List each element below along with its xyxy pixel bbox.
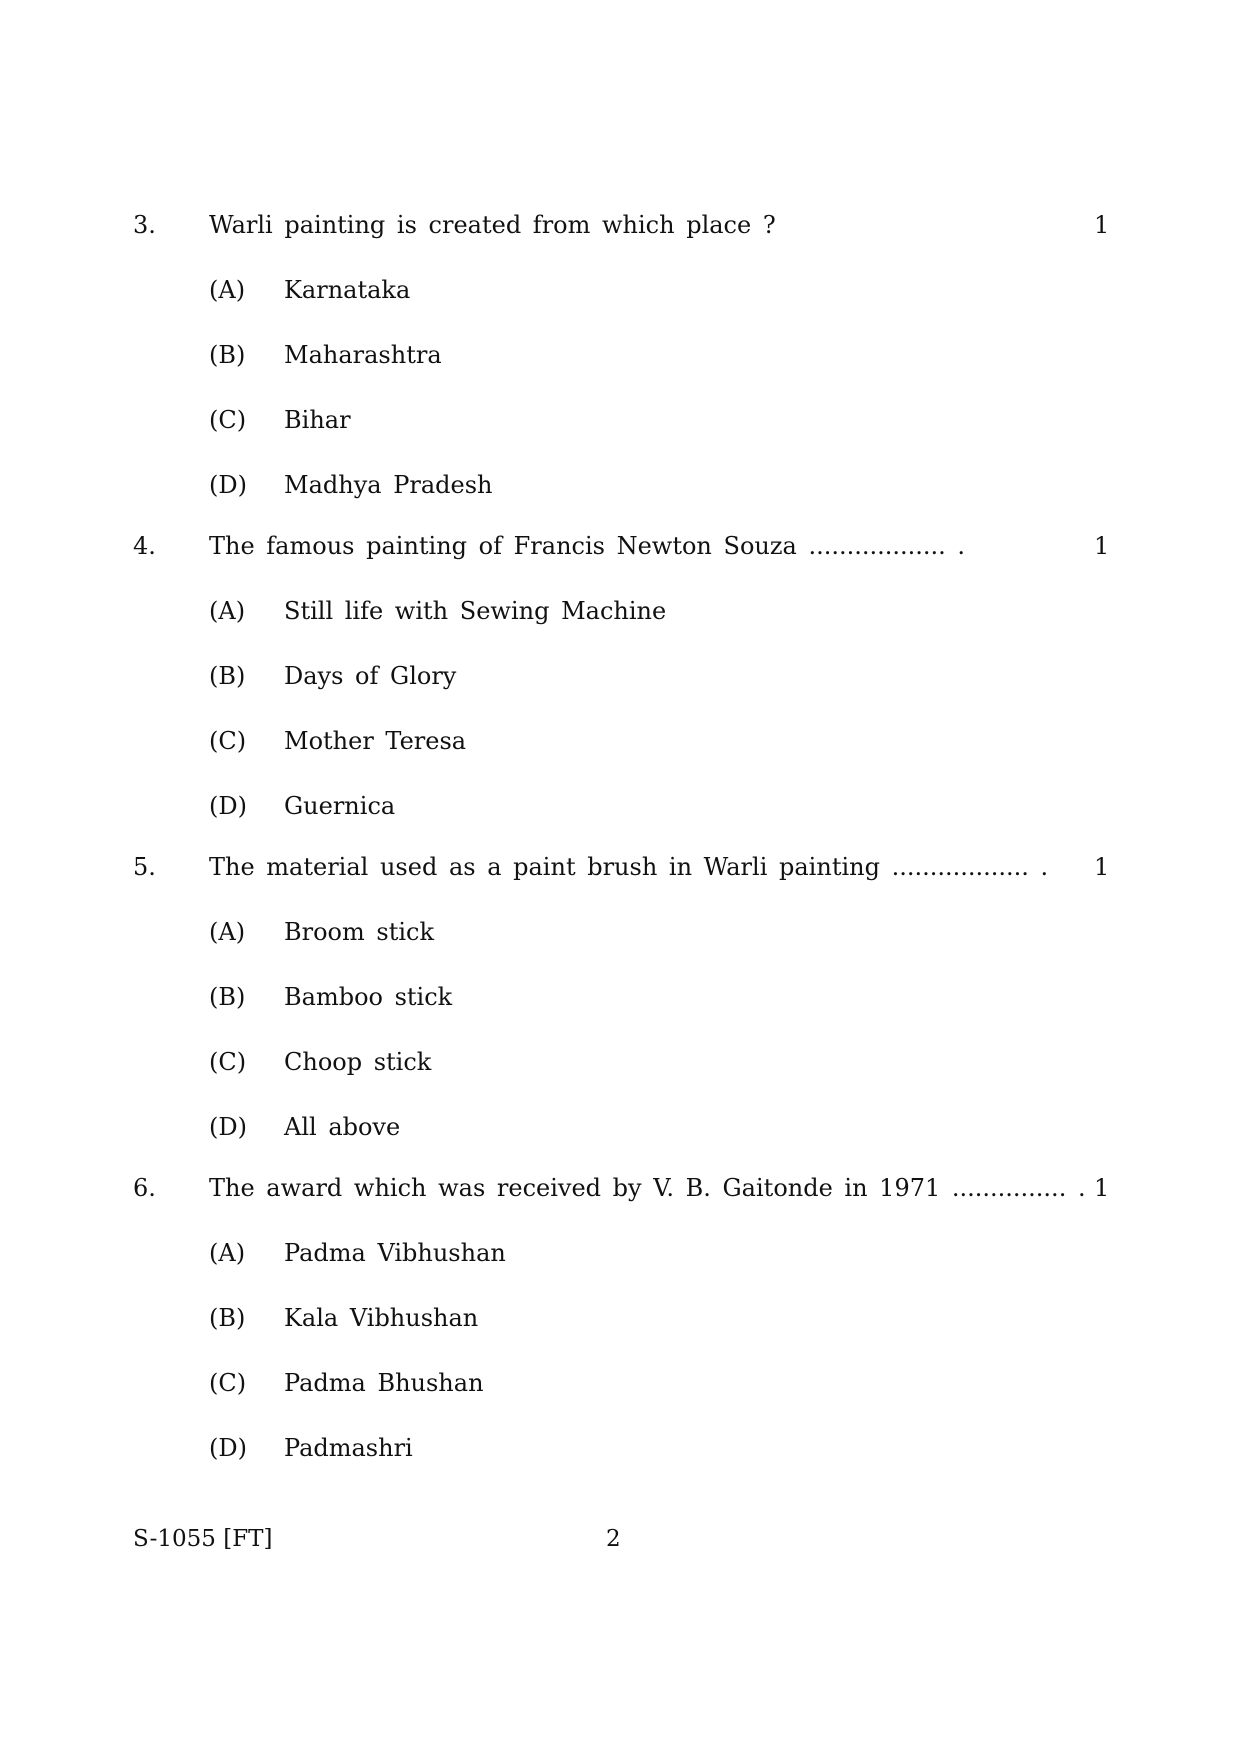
question-text: Warli painting is created from which place ? (209, 211, 776, 239)
question-stem (0, 205, 1240, 245)
option-text: Padma Bhushan (284, 1369, 484, 1397)
option-a (0, 912, 1240, 952)
option-b (0, 335, 1240, 375)
option-label: (A) (209, 276, 246, 304)
option-b (0, 977, 1240, 1017)
question-number: 6. (133, 1174, 156, 1202)
question-number: 4. (133, 532, 156, 560)
option-text: Karnataka (284, 276, 411, 304)
option-b (0, 1298, 1240, 1338)
question-stem (0, 526, 1240, 566)
option-label: (D) (209, 1113, 247, 1141)
option-label: (D) (209, 1434, 247, 1462)
option-d (0, 1428, 1240, 1468)
option-label: (A) (209, 918, 246, 946)
option-label: (D) (209, 471, 247, 499)
option-a (0, 591, 1240, 631)
question-5 (0, 847, 1240, 1147)
option-c (0, 400, 1240, 440)
option-label: (A) (209, 597, 246, 625)
question-4 (0, 526, 1240, 826)
option-c (0, 1363, 1240, 1403)
page-number: 2 (606, 1526, 621, 1552)
option-text: Bamboo stick (284, 983, 453, 1011)
option-text: Madhya Pradesh (284, 471, 493, 499)
option-text: Days of Glory (284, 662, 457, 690)
option-label: (D) (209, 792, 247, 820)
option-text: Choop stick (284, 1048, 432, 1076)
question-marks: 1 (1094, 211, 1110, 239)
question-marks: 1 (1094, 532, 1110, 560)
question-text: The material used as a paint brush in Warli painting .................. . (209, 853, 1049, 881)
option-label: (C) (209, 406, 247, 434)
option-label: (C) (209, 727, 247, 755)
question-marks: 1 (1094, 1174, 1110, 1202)
option-a (0, 1233, 1240, 1273)
option-d (0, 465, 1240, 505)
option-text: Maharashtra (284, 341, 442, 369)
option-text: All above (284, 1113, 401, 1141)
option-text: Padma Vibhushan (284, 1239, 506, 1267)
option-a (0, 270, 1240, 310)
option-text: Guernica (284, 792, 396, 820)
option-label: (B) (209, 341, 246, 369)
option-label: (C) (209, 1048, 247, 1076)
option-text: Padmashri (284, 1434, 413, 1462)
question-text: The award which was received by V. B. Gaitonde in 1971 ............... . (209, 1174, 1086, 1202)
option-label: (C) (209, 1369, 247, 1397)
question-number: 3. (133, 211, 156, 239)
paper-code: S-1055 [FT] (133, 1526, 273, 1552)
option-text: Broom stick (284, 918, 435, 946)
question-3 (0, 205, 1240, 505)
option-c (0, 1042, 1240, 1082)
option-text: Mother Teresa (284, 727, 467, 755)
question-stem (0, 847, 1240, 887)
option-d (0, 786, 1240, 826)
option-text: Kala Vibhushan (284, 1304, 479, 1332)
option-label: (B) (209, 1304, 246, 1332)
question-stem (0, 1168, 1240, 1208)
option-text: Bihar (284, 406, 351, 434)
question-6 (0, 1168, 1240, 1468)
option-label: (B) (209, 983, 246, 1011)
option-d (0, 1107, 1240, 1147)
option-text: Still life with Sewing Machine (284, 597, 667, 625)
option-label: (A) (209, 1239, 246, 1267)
option-c (0, 721, 1240, 761)
option-label: (B) (209, 662, 246, 690)
option-b (0, 656, 1240, 696)
question-text: The famous painting of Francis Newton Souza .................. . (209, 532, 966, 560)
question-number: 5. (133, 853, 156, 881)
question-marks: 1 (1094, 853, 1110, 881)
